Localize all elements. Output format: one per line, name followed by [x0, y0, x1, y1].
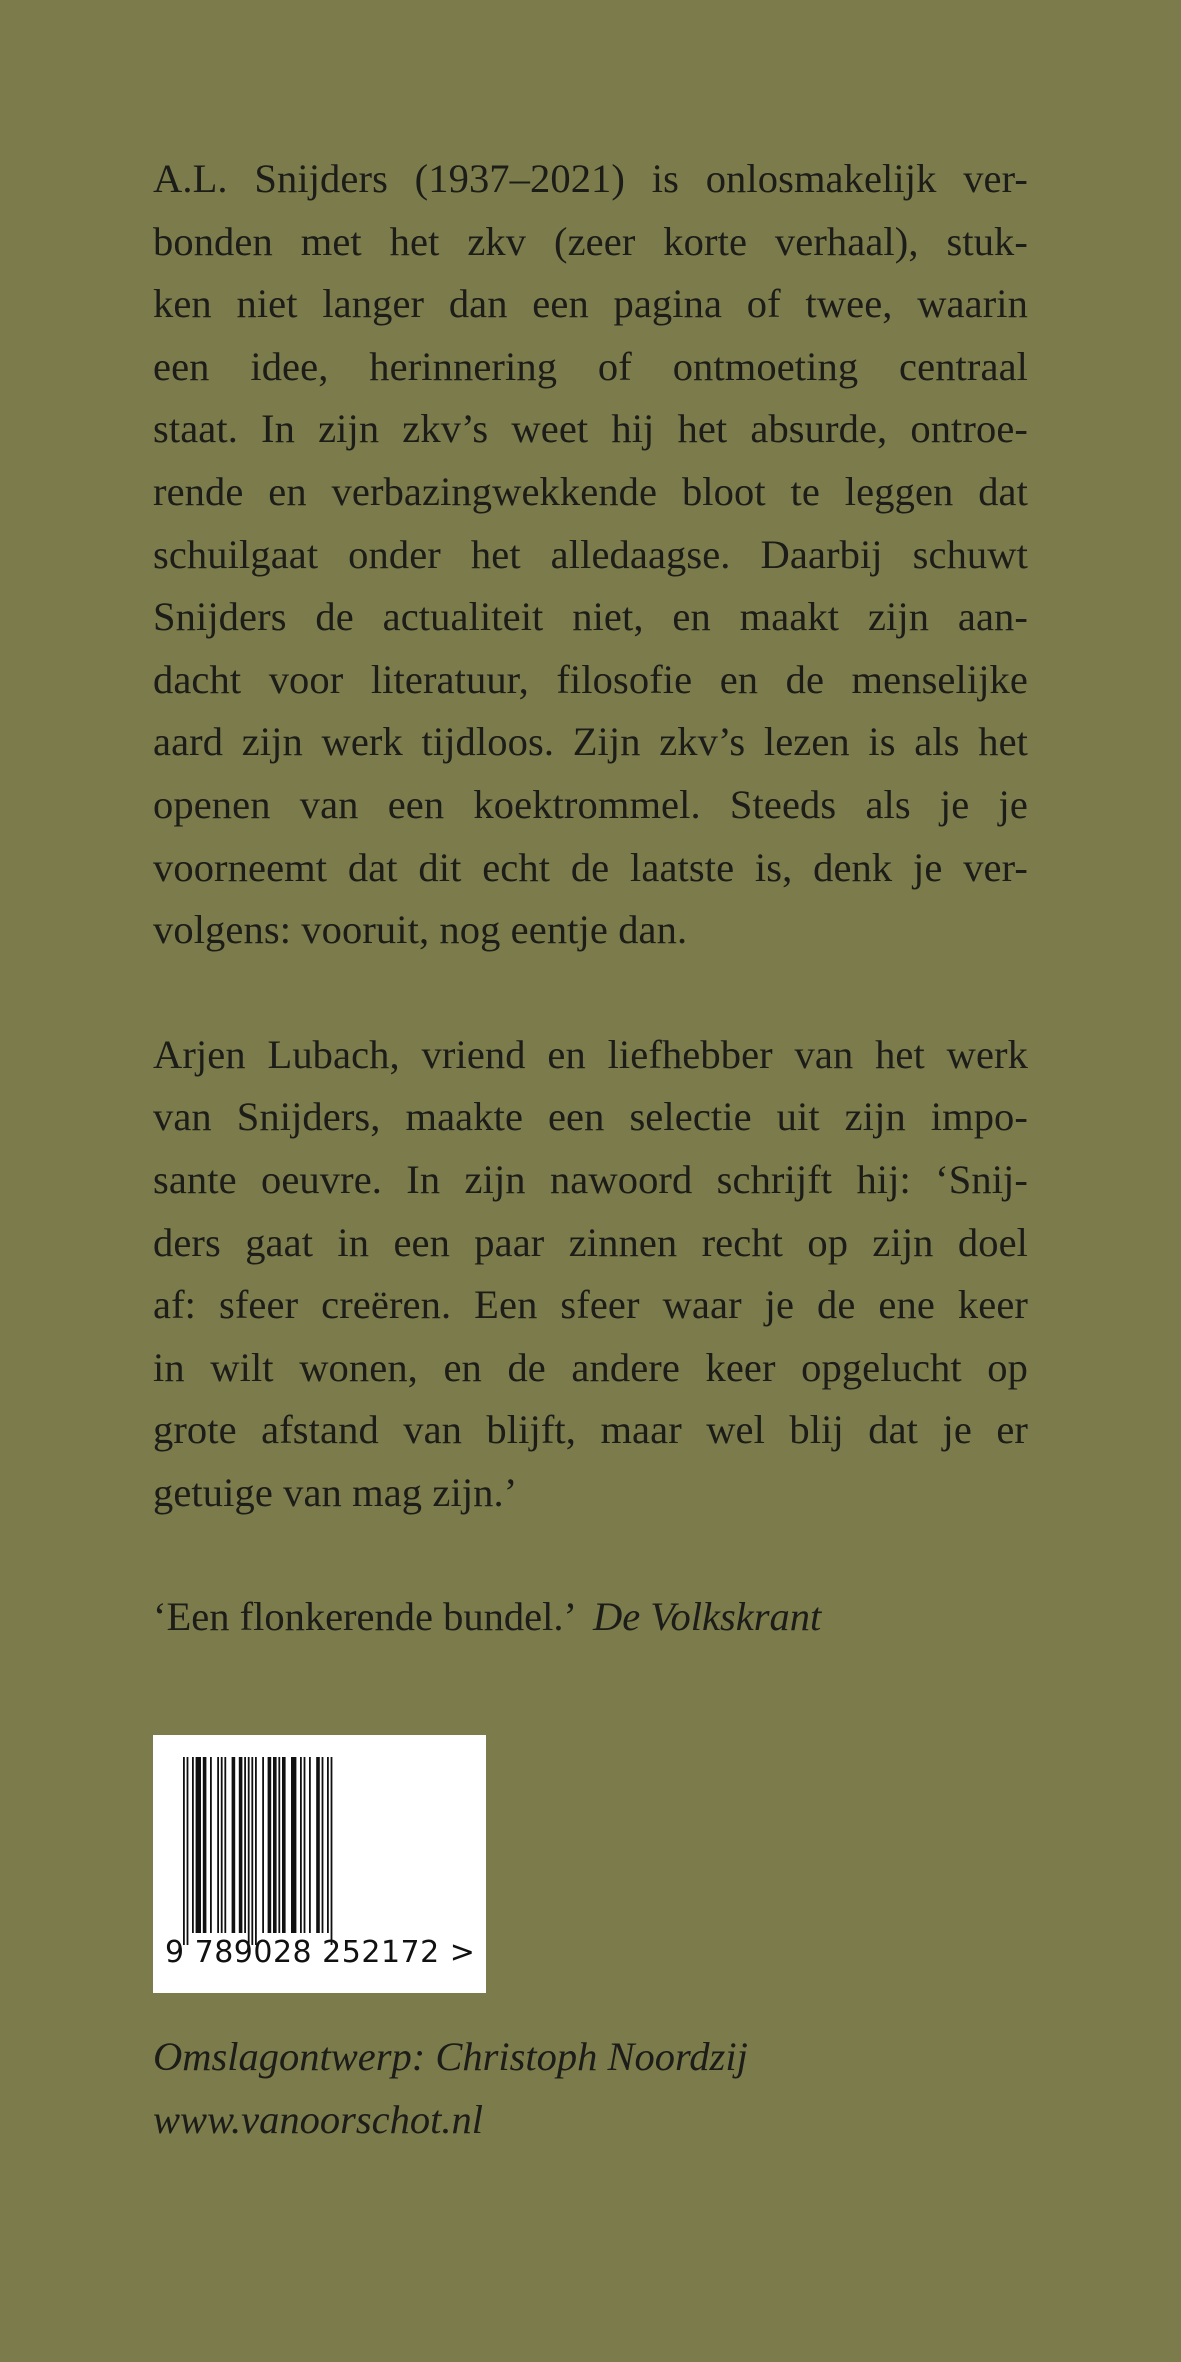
barcode-bar	[300, 1757, 302, 1933]
text-line: een idee, herinnering of ontmoeting centraal	[153, 343, 1028, 389]
barcode-bar	[304, 1757, 306, 1933]
barcode-bar	[183, 1757, 185, 1945]
barcode-bar	[322, 1757, 324, 1933]
press-quote-text: ‘Een flonkerende bundel.’	[153, 1594, 577, 1640]
text-line: schuilgaat onder het alledaagse. Daarbij schuwt	[153, 531, 1028, 577]
text-line: ders gaat in een paar zinnen recht op zijn doel	[153, 1219, 1028, 1265]
text-line: af: sfeer creëren. Een sfeer waar je de ene keer	[153, 1282, 1028, 1328]
barcode-bar	[224, 1757, 226, 1933]
text-line: aard zijn werk tijdloos. Zijn zkv’s lezen is als het	[153, 719, 1028, 765]
barcode-bar	[331, 1757, 333, 1945]
text-line-last: volgens: vooruit, nog eentje dan.	[153, 907, 688, 953]
text-line: staat. In zijn zkv’s weet hij het absurde, ontroe-	[153, 406, 1028, 452]
barcode-bar	[309, 1757, 311, 1933]
barcode-bar	[273, 1757, 277, 1933]
press-quote	[153, 1586, 1028, 1649]
barcode-bar	[244, 1757, 246, 1933]
barcode-bar	[203, 1757, 207, 1933]
isbn-number: 9 789028 252172 >	[165, 1935, 476, 1970]
barcode-bar	[210, 1757, 212, 1933]
text-line: sante oeuvre. In zijn nawoord schrijft hij: ‘Snij-	[153, 1156, 1028, 1202]
text-line: Snijders de actualiteit niet, en maakt zijn aan-	[153, 594, 1028, 640]
blurb	[153, 148, 1028, 1649]
barcode-bar	[251, 1757, 253, 1945]
publisher-website: www.vanoorschot.nl	[153, 2097, 484, 2142]
barcode-bar	[327, 1757, 329, 1933]
text-line: openen van een koektrommel. Steeds als je je	[153, 781, 1028, 827]
text-line: A.L. Snijders (1937–2021) is onlosmakelijk ver-	[153, 156, 1028, 201]
barcode-bar	[262, 1757, 264, 1933]
blurb-paragraph-1	[153, 148, 1028, 962]
text-line: bonden met het zkv (zeer korte verhaal), stuk-	[153, 218, 1028, 264]
barcode-bar	[239, 1757, 243, 1933]
barcode-bar	[221, 1757, 223, 1933]
barcode-bar	[255, 1757, 257, 1945]
text-line: grote afstand van blijft, maar wel blij dat je er	[153, 1407, 1028, 1453]
barcode-bar	[291, 1757, 296, 1933]
blurb-paragraph-2	[153, 1024, 1028, 1525]
text-line: van Snijders, maakte een selectie uit zijn impo-	[153, 1094, 1028, 1140]
barcode-bar	[217, 1757, 219, 1933]
text-line: in wilt wonen, en de andere keer opgelucht op	[153, 1344, 1028, 1390]
barcode-bar	[196, 1757, 201, 1933]
text-line-last: getuige van mag zijn.’	[153, 1469, 518, 1515]
barcode-bar	[278, 1757, 280, 1933]
text-line: ken niet langer dan een pagina of twee, waarin	[153, 281, 1028, 327]
text-line: dacht voor literatuur, filosofie en de menselijke	[153, 656, 1028, 702]
barcode-bar	[248, 1757, 250, 1945]
barcode-bar	[232, 1757, 236, 1933]
press-quote-source: De Volkskrant	[592, 1594, 822, 1640]
text-line: rende en verbazingwekkende bloot te leggen dat	[153, 468, 1028, 514]
isbn-barcode	[153, 1735, 486, 1993]
barcode-bar	[187, 1757, 189, 1945]
text-line: Arjen Lubach, vriend en liefhebber van het werk	[153, 1031, 1028, 1077]
barcode-bar	[316, 1757, 320, 1933]
barcode-bar	[268, 1757, 272, 1933]
credits	[153, 2025, 748, 2151]
cover-design-credit: Omslagontwerp: Christoph Noordzij	[153, 2034, 748, 2079]
barcode-bar	[192, 1757, 194, 1933]
text-line: voorneemt dat dit echt de laatste is, denk je ver-	[153, 844, 1028, 890]
barcode-bar	[282, 1757, 286, 1933]
